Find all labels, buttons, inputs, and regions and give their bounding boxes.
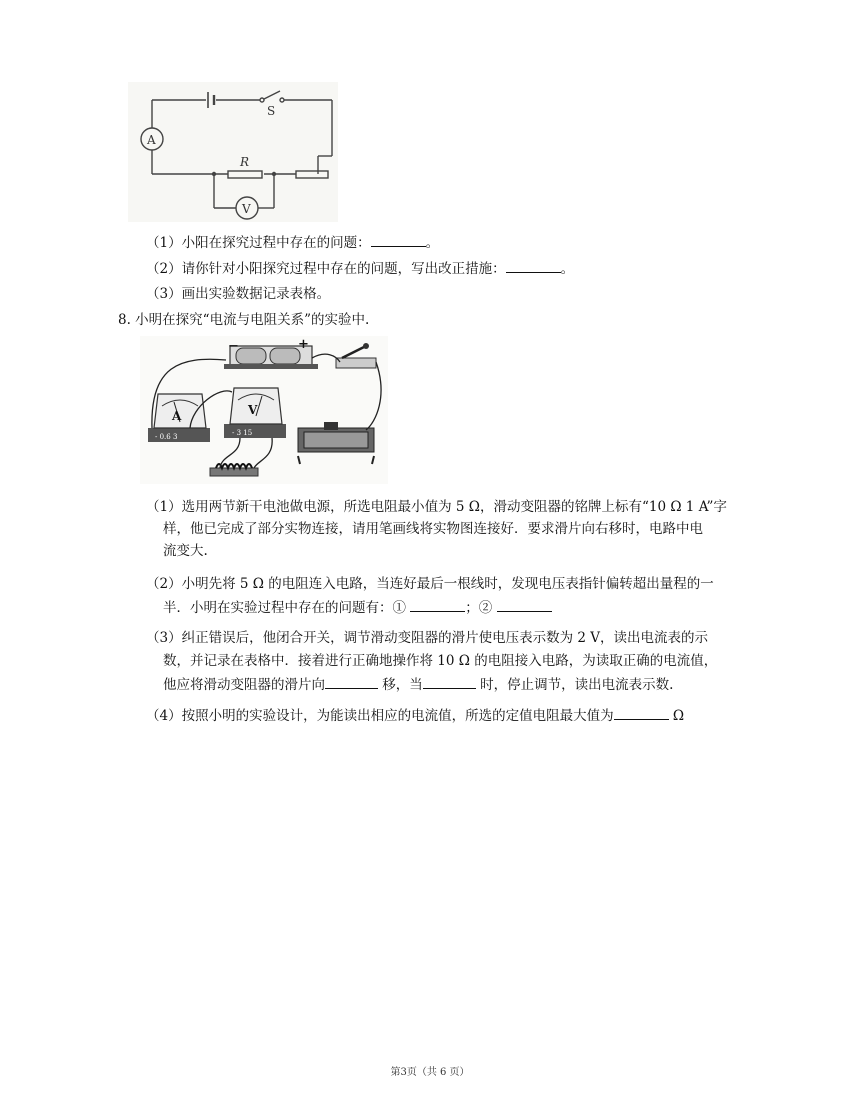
- q8-p3-line2: 数，并记录在表格中．接着进行正确地操作将 10 Ω 的电阻接入电路，为读取正确的电流值，: [163, 653, 718, 669]
- q8-p3-line3: 他应将滑动变阻器的滑片向 移，当 时，停止调节，读出电流表示数.: [163, 674, 673, 695]
- q8-p4: （4）按照小明的实验设计，为能读出相应的电流值，所选的定值电阻最大值为 Ω: [146, 705, 684, 726]
- q8-p1-line2: 样，他已完成了部分实物连接，请用笔画线将实物图连接好．要求滑片向右移时，电路中电: [163, 521, 703, 537]
- battery-minus-label: −: [228, 339, 239, 354]
- answer-blank[interactable]: [410, 597, 465, 612]
- q8-p2-line2: 半．小明在实验过程中存在的问题有：① ；②: [163, 597, 552, 618]
- circuit-diagram: [128, 82, 338, 222]
- q7-item-2: （2）请你针对小阳探究过程中存在的问题，写出改正措施： 。: [146, 258, 574, 279]
- answer-blank[interactable]: [506, 258, 561, 273]
- voltmeter-label: V: [242, 202, 251, 216]
- q7-item-3: （3）画出实验数据记录表格。: [146, 286, 331, 302]
- ammeter-terminals: - 0.6 3: [155, 433, 178, 441]
- q8-p2-line1: （2）小明先将 5 Ω 的电阻连入电路，当连好最后一根线时，发现电压表指针偏转超出量程的一: [146, 576, 714, 592]
- q8-p1-line1: （1）选用两节新干电池做电源，所选电阻最小值为 5 Ω，滑动变阻器的铭牌上标有“10 Ω 1 A”字: [146, 499, 727, 515]
- ammeter-label: A: [147, 133, 156, 147]
- resistor-coil: [210, 464, 258, 476]
- q8-stem: 8. 小明在探究“电流与电阻关系”的实验中.: [118, 312, 370, 328]
- resistor-label: R: [240, 155, 250, 169]
- switch-label: S: [267, 104, 276, 118]
- voltmeter-letter: V: [248, 403, 258, 417]
- battery-plus-label: +: [298, 337, 309, 352]
- answer-blank[interactable]: [325, 674, 378, 689]
- ammeter-letter: A: [172, 409, 182, 423]
- answer-blank[interactable]: [423, 674, 476, 689]
- page-footer: 第3页（共 6 页）: [390, 1067, 470, 1078]
- q8-p3-line1: （3）纠正错误后，他闭合开关，调节滑动变阻器的滑片使电压表示数为 2 V，读出电流表的示: [146, 630, 709, 646]
- answer-blank[interactable]: [371, 232, 426, 247]
- apparatus-figure: [140, 336, 388, 484]
- voltmeter-terminals: - 3 15: [232, 429, 253, 437]
- answer-blank[interactable]: [614, 705, 669, 720]
- answer-blank[interactable]: [497, 597, 552, 612]
- q8-p1-line3: 流变大.: [163, 543, 208, 559]
- q7-item-1: （1）小阳在探究过程中存在的问题： 。: [146, 232, 439, 253]
